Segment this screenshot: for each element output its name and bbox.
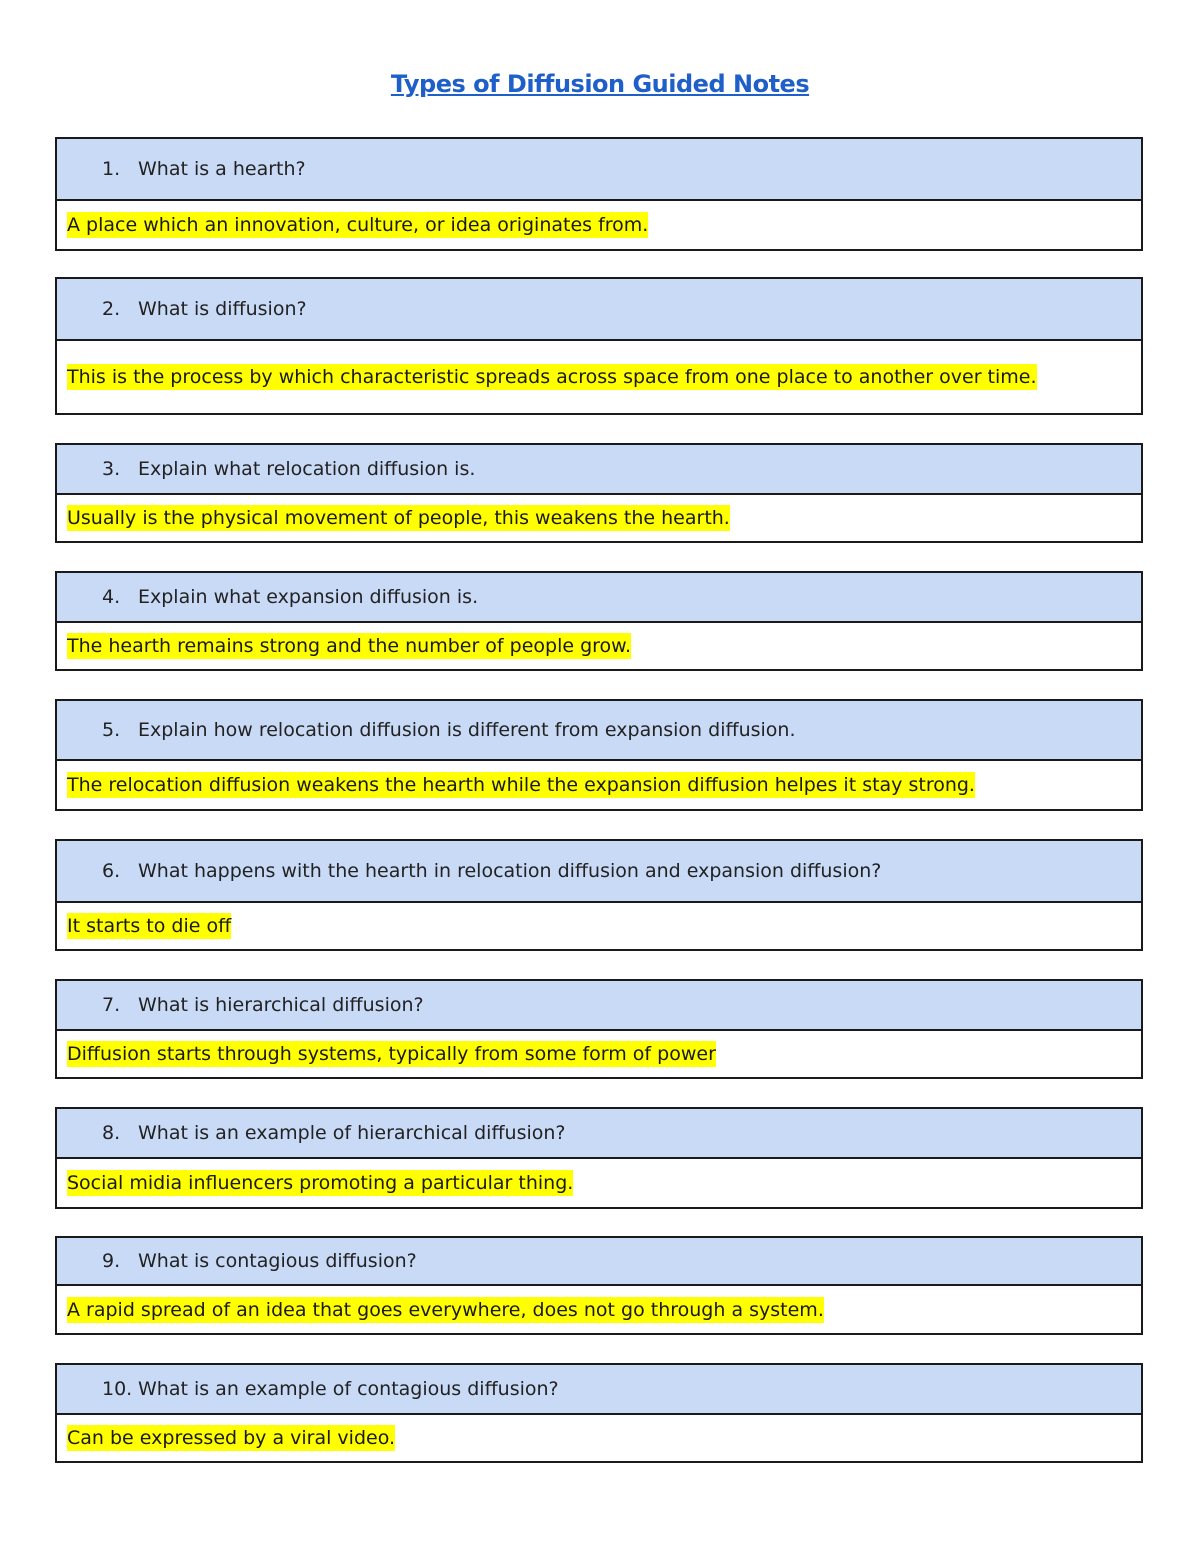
question-number: 3. [102, 458, 121, 480]
question-number: 9. [102, 1250, 121, 1272]
question-row [57, 1238, 1141, 1286]
answer-text: Diffusion starts through systems, typically from some form of power [67, 1043, 716, 1065]
question-number: 4. [102, 586, 121, 608]
qa-table-5 [55, 699, 1143, 811]
question-text: What is a hearth? [138, 158, 306, 180]
question-number: 2. [102, 298, 121, 320]
qa-table-8 [55, 1107, 1143, 1209]
question-row [57, 445, 1141, 495]
question-text: What is an example of hierarchical diffusion? [138, 1122, 566, 1144]
question-row [57, 279, 1141, 341]
page-title: Types of Diffusion Guided Notes [390, 70, 810, 98]
qa-table-2 [55, 277, 1143, 415]
question-text: What is contagious diffusion? [138, 1250, 417, 1272]
question-number: 8. [102, 1122, 121, 1144]
question-row [57, 139, 1141, 201]
question-number: 10. [102, 1378, 133, 1400]
answer-text: This is the process by which characteristic spreads across space from one place to another over time. [67, 366, 1037, 388]
answer-row [57, 903, 1141, 949]
answer-row [57, 1286, 1141, 1333]
answer-text: Usually is the physical movement of people, this weakens the hearth. [67, 507, 730, 529]
question-number: 1. [102, 158, 121, 180]
question-text: What happens with the hearth in relocation diffusion and expansion diffusion? [138, 860, 882, 882]
question-number: 5. [102, 719, 121, 741]
qa-table-3 [55, 443, 1143, 543]
answer-row [57, 623, 1141, 669]
answer-text: The relocation diffusion weakens the hearth while the expansion diffusion helpes it stay strong. [67, 774, 975, 796]
question-number: 7. [102, 994, 121, 1016]
question-text: Explain what relocation diffusion is. [138, 458, 476, 480]
answer-row [57, 761, 1141, 809]
question-row [57, 841, 1141, 903]
question-row [57, 1365, 1141, 1415]
qa-table-4 [55, 571, 1143, 671]
answer-row [57, 495, 1141, 541]
answer-text: A place which an innovation, culture, or idea originates from. [67, 214, 649, 236]
answer-text: Social midia influencers promoting a particular thing. [67, 1172, 574, 1194]
answer-text: Can be expressed by a viral video. [67, 1427, 396, 1449]
qa-table-10 [55, 1363, 1143, 1463]
question-text: Explain how relocation diffusion is different from expansion diffusion. [138, 719, 796, 741]
answer-text: It starts to die off [67, 915, 232, 937]
answer-row [57, 1031, 1141, 1077]
question-text: What is an example of contagious diffusion? [138, 1378, 559, 1400]
qa-table-1 [55, 137, 1143, 251]
answer-row [57, 1415, 1141, 1461]
question-row [57, 701, 1141, 761]
question-row [57, 981, 1141, 1031]
question-row [57, 573, 1141, 623]
answer-text: A rapid spread of an idea that goes everywhere, does not go through a system. [67, 1298, 824, 1321]
answer-row [57, 341, 1141, 413]
qa-table-9 [55, 1236, 1143, 1335]
question-text: What is hierarchical diffusion? [138, 994, 424, 1016]
qa-table-6 [55, 839, 1143, 951]
answer-row [57, 201, 1141, 249]
qa-table-7 [55, 979, 1143, 1079]
question-row [57, 1109, 1141, 1159]
question-text: Explain what expansion diffusion is. [138, 586, 479, 608]
answer-text: The hearth remains strong and the number of people grow. [67, 635, 632, 657]
question-number: 6. [102, 860, 121, 882]
answer-row [57, 1159, 1141, 1207]
question-text: What is diffusion? [138, 298, 307, 320]
